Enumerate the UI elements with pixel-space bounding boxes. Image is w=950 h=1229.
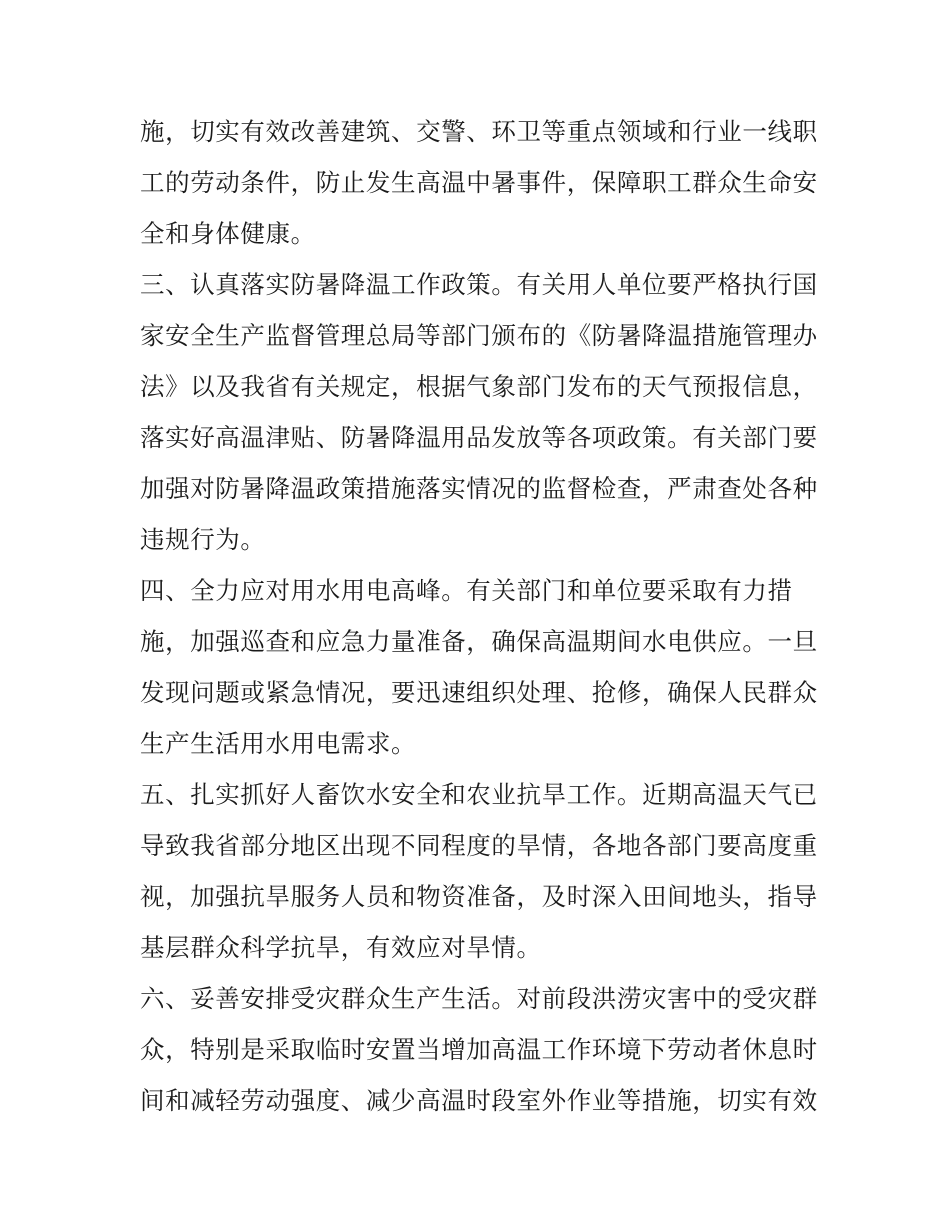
document-body (140, 106, 820, 1126)
text-line: 加强对防暑降温政策措施落实情况的监督检查，严肃查处各种 (140, 474, 818, 503)
text-line: 六、妥善安排受灾群众生产生活。对前段洪涝灾害中的受灾群 (140, 984, 818, 1013)
text-line: 违规行为。 (140, 525, 266, 554)
text-line: 落实好高温津贴、防暑降温用品发放等各项政策。有关部门要 (140, 423, 818, 452)
text-line: 导致我省部分地区出现不同程度的旱情，各地各部门要高度重 (140, 831, 818, 860)
text-line: 施，切实有效改善建筑、交警、环卫等重点领域和行业一线职 (140, 117, 818, 146)
text-line: 全和身体健康。 (140, 219, 316, 248)
text-line: 众，特别是采取临时安置当增加高温工作环境下劳动者休息时 (140, 1035, 818, 1064)
text-line: 家安全生产监督管理总局等部门颁布的《防暑降温措施管理办 (140, 321, 818, 350)
text-line: 视，加强抗旱服务人员和物资准备，及时深入田间地头，指导 (140, 882, 818, 911)
text-line: 工的劳动条件，防止发生高温中暑事件，保障职工群众生命安 (140, 168, 818, 197)
text-line: 五、扎实抓好人畜饮水安全和农业抗旱工作。近期高温天气已 (140, 780, 818, 809)
text-line: 基层群众科学抗旱，有效应对旱情。 (140, 933, 542, 962)
text-line: 生产生活用水用电需求。 (140, 729, 417, 758)
text-line: 法》以及我省有关规定，根据气象部门发布的天气预报信息， (140, 372, 818, 401)
text-line: 四、全力应对用水用电高峰。有关部门和单位要采取有力措 (140, 576, 793, 605)
text-line: 施，加强巡查和应急力量准备，确保高温期间水电供应。一旦 (140, 627, 818, 656)
text-line: 发现问题或紧急情况，要迅速组织处理、抢修，确保人民群众 (140, 678, 818, 707)
text-line: 间和减轻劳动强度、减少高温时段室外作业等措施，切实有效 (140, 1086, 818, 1115)
text-line: 三、认真落实防暑降温工作政策。有关用人单位要严格执行国 (140, 270, 818, 299)
